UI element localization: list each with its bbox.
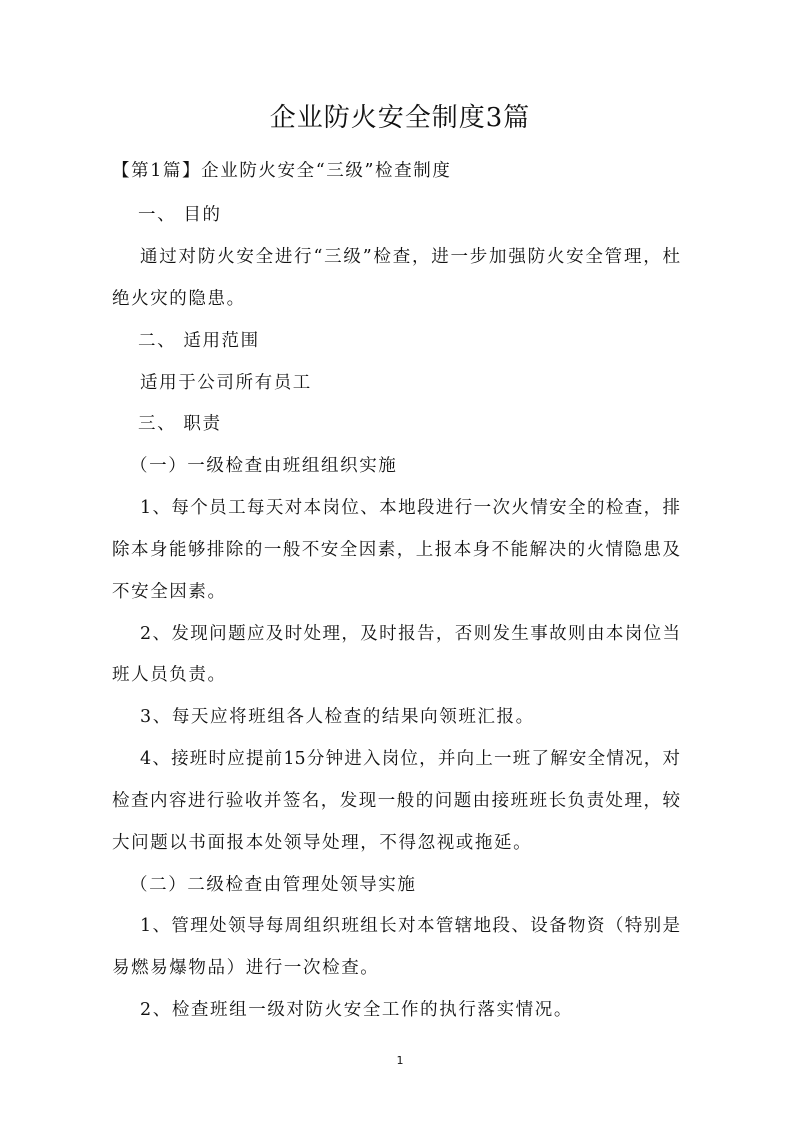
- paragraph-line: 2、检查班组一级对防火安全工作的执行落实情况。: [140, 1000, 573, 1020]
- page-number: 1: [396, 1054, 404, 1067]
- paragraph-line: 大问题以书面报本处领导处理，不得忽视或拖延。: [112, 833, 533, 853]
- paragraph-line: 2、发现问题应及时处理，及时报告，否则发生事故则由本岗位当: [140, 624, 680, 644]
- paragraph-line: 1、每个员工每天对本岗位、本地段进行一次火情安全的检查，排: [140, 498, 680, 518]
- paragraph-line: 适用于公司所有员工: [140, 373, 312, 393]
- heading-duties: 三、 职责: [138, 414, 222, 434]
- paragraph-line: 绝火灾的隐患。: [112, 289, 246, 309]
- paragraph-line: 3、每天应将班组各人检查的结果向领班汇报。: [140, 707, 535, 727]
- subheading-level-two: （二）二级检查由管理处领导实施: [130, 875, 417, 895]
- paragraph-line: 4、接班时应提前15分钟进入岗位，并向上一班了解安全情况，对: [140, 749, 680, 769]
- paragraph-line: 除本身能够排除的一般不安全因素，上报本身不能解决的火情隐患及: [112, 540, 680, 560]
- paragraph-line: 易燃易爆物品）进行一次检查。: [112, 958, 380, 978]
- paragraph-line: 1、管理处领导每周组织班组长对本管辖地段、设备物资（特别是: [140, 916, 680, 936]
- paragraph-line: 班人员负责。: [112, 665, 227, 685]
- document-title: 企业防火安全制度3篇: [269, 103, 531, 133]
- heading-purpose: 一、 目的: [138, 205, 222, 225]
- paragraph-line: 不安全因素。: [112, 582, 227, 602]
- subheading-level-one: （一）一级检查由班组组织实施: [130, 456, 398, 476]
- paragraph-line: 检查内容进行验收并签名，发现一般的问题由接班班长负责处理，较: [112, 791, 680, 811]
- paragraph-line: 通过对防火安全进行“三级”检查，进一步加强防火安全管理，杜: [140, 247, 680, 267]
- heading-scope: 二、 适用范围: [138, 331, 260, 351]
- section-heading: 【第1篇】企业防火安全“三级”检查制度: [112, 161, 452, 181]
